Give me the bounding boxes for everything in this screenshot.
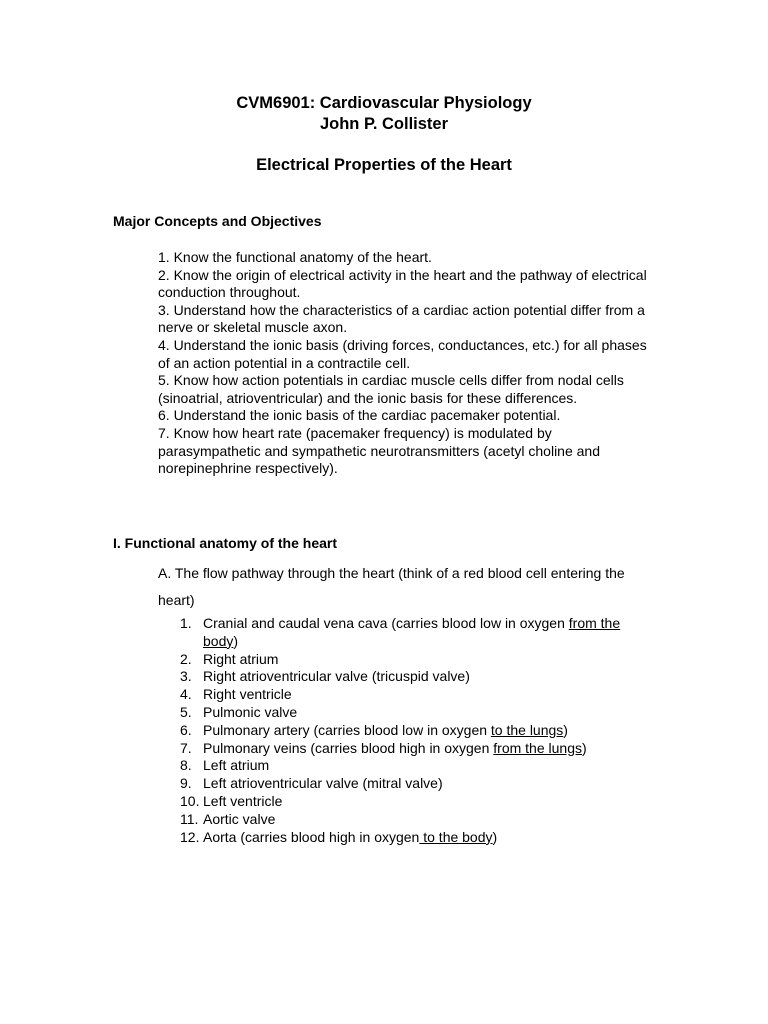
list-item xyxy=(180,615,656,651)
item-number: 5. xyxy=(180,703,192,720)
item-text-end: ) xyxy=(581,739,587,756)
item-text: Pulmonic valve xyxy=(203,703,298,720)
item-number: 8. xyxy=(180,757,192,774)
list-item xyxy=(180,668,656,686)
item-text: Right atrium xyxy=(203,650,279,667)
list-item xyxy=(180,775,656,793)
item-underlined-text: from the body xyxy=(203,615,621,649)
anatomy-heading: I. Functional anatomy of the heart xyxy=(113,535,338,551)
list-item xyxy=(180,704,656,722)
list-item xyxy=(180,793,656,811)
objectives-list xyxy=(158,249,653,478)
item-number: 6. xyxy=(180,721,192,738)
item-text: Aorta (carries blood high in oxygen xyxy=(203,828,420,845)
course-title: CVM6901: Cardiovascular Physiology xyxy=(236,94,532,112)
list-item xyxy=(180,722,656,740)
item-number: 9. xyxy=(180,775,192,792)
objective-item: 2. Know the origin of electrical activity in the heart and the pathway of electrical conduction throughout. xyxy=(158,266,647,301)
item-underlined-text: to the body xyxy=(419,828,493,845)
item-number: 3. xyxy=(180,668,192,685)
item-number: 1. xyxy=(180,615,192,631)
item-text: Pulmonary artery (carries blood low in oxygen xyxy=(203,721,491,738)
flow-subheading xyxy=(158,560,653,614)
item-text: Left atrioventricular valve (mitral valve) xyxy=(203,775,443,792)
item-number: 12. xyxy=(180,828,200,845)
objective-item: 1. Know the functional anatomy of the heart. xyxy=(158,249,432,265)
list-item xyxy=(180,651,656,669)
item-text: Pulmonary veins (carries blood high in oxygen xyxy=(203,739,494,756)
objective-item: 7. Know how heart rate (pacemaker frequency) is modulated by parasympathetic and sympathetic neurotransmitters (acetyl choline and norepinephrine respectively). xyxy=(158,424,600,477)
item-number: 7. xyxy=(180,739,192,756)
item-number: 10. xyxy=(180,792,200,809)
item-text-end: ) xyxy=(563,721,568,738)
list-item xyxy=(180,740,656,758)
list-item xyxy=(180,686,656,704)
item-text: Aortic valve xyxy=(203,810,276,827)
concepts-heading: Major Concepts and Objectives xyxy=(113,213,322,229)
item-text-end: ) xyxy=(233,632,239,649)
item-underlined-text: from the lungs xyxy=(493,739,582,756)
item-text: Right ventricle xyxy=(203,686,292,703)
flow-pathway-list xyxy=(180,615,656,846)
topic-title: Electrical Properties of the Heart xyxy=(256,156,512,174)
objective-item: 3. Understand how the characteristics of a cardiac action potential differ from a nerve or skeletal muscle axon. xyxy=(158,301,645,336)
item-number: 4. xyxy=(180,686,192,703)
objective-item: 5. Know how action potentials in cardiac muscle cells differ from nodal cells (sinoatrial, atrioventricular) and the ionic basis for these differences. xyxy=(158,372,624,406)
item-text: Left atrium xyxy=(203,757,270,774)
objective-item: 6. Understand the ionic basis of the cardiac pacemaker potential. xyxy=(158,407,561,424)
list-item xyxy=(180,757,656,775)
item-number: 11. xyxy=(180,810,199,827)
item-text: Right atrioventricular valve (tricuspid valve) xyxy=(203,668,470,685)
item-text: Left ventricle xyxy=(203,792,283,809)
list-item xyxy=(180,811,656,829)
list-item xyxy=(180,829,656,847)
item-text-end: ) xyxy=(492,828,498,845)
author-name: John P. Collister xyxy=(319,115,449,133)
objective-item: 4. Understand the ionic basis (driving forces, conductances, etc.) for all phases of an action potential in a contractile cell. xyxy=(158,336,647,371)
item-underlined-text: to the lungs xyxy=(490,721,564,738)
item-number: 2. xyxy=(180,650,192,667)
item-text: Cranial and caudal vena cava (carries blood low in oxygen xyxy=(203,615,569,631)
flow-subheading-text: A. The flow pathway through the heart (think of a red blood cell entering the heart) xyxy=(158,565,625,608)
